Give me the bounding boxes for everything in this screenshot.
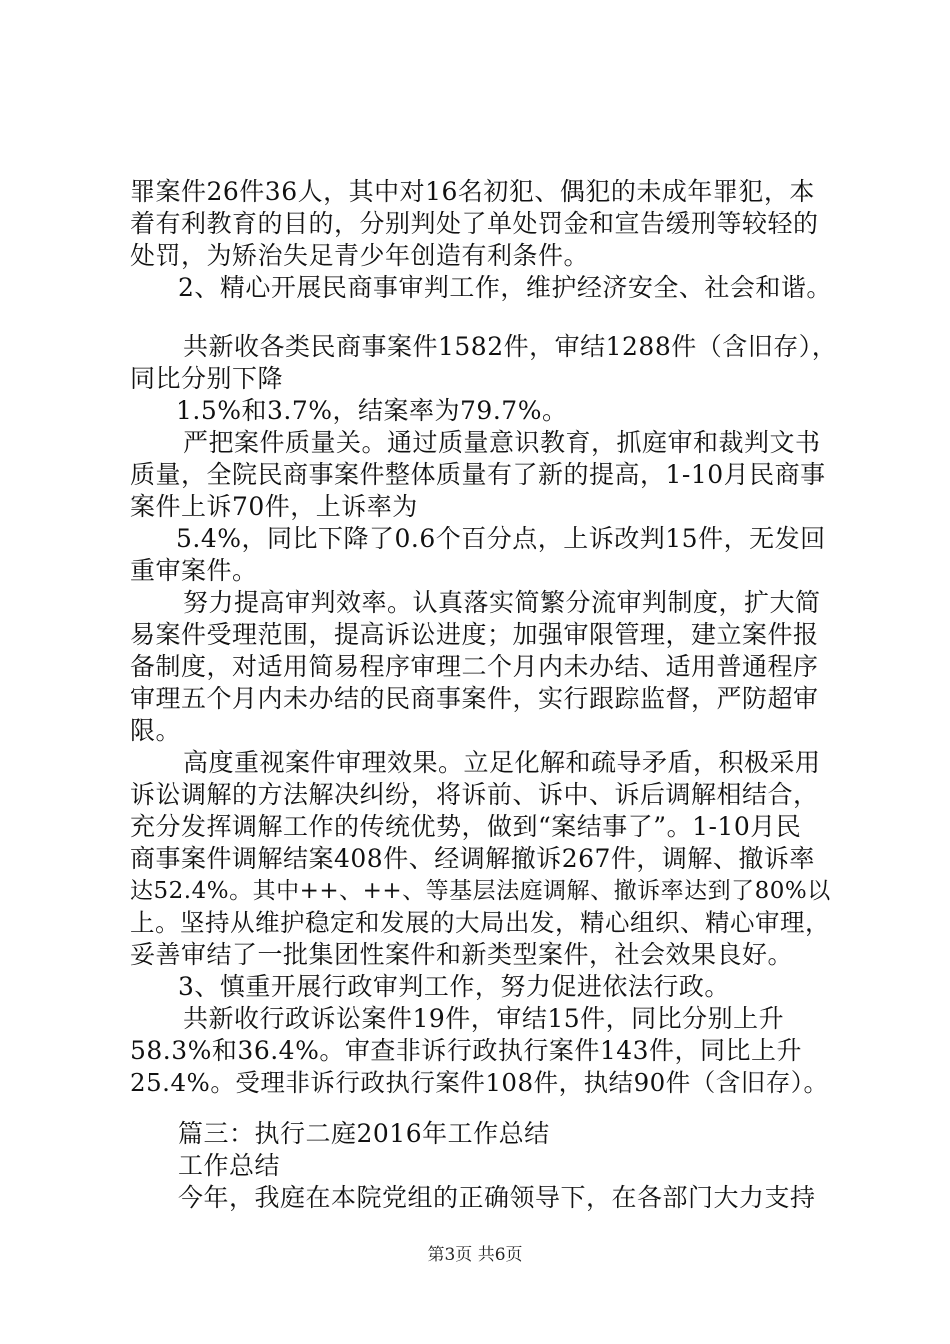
body-line: 限。 xyxy=(130,716,182,745)
body-line: 易案件受理范围，提高诉讼进度；加强审限管理，建立案件报 xyxy=(130,620,819,649)
body-line: 58.3%和36.4%。审查非诉行政执行案件143件，同比上升 xyxy=(130,1036,803,1065)
body-line: 共新收行政诉讼案件19件，审结15件，同比分别上升 xyxy=(183,1004,785,1033)
body-line: 高度重视案件审理效果。立足化解和疏导矛盾，积极采用 xyxy=(183,748,821,777)
body-line: 努力提高审判效率。认真落实简繁分流审判制度，扩大简 xyxy=(183,588,821,617)
body-line: 25.4%。受理非诉行政执行案件108件，执结90件（含旧存）。 xyxy=(130,1068,829,1097)
body-line: 诉讼调解的方法解决纠纷，将诉前、诉中、诉后调解相结合， xyxy=(130,780,819,809)
body-line: 商事案件调解结案408件、经调解撤诉267件，调解、撤诉率 xyxy=(130,844,815,873)
body-line: 充分发挥调解工作的传统优势，做到“案结事了”。1-10月民 xyxy=(130,812,802,841)
body-line: 着有利教育的目的，分别判处了单处罚金和宣告缓刑等较轻的 xyxy=(130,209,819,238)
section-heading: 3、慎重开展行政审判工作，努力促进依法行政。 xyxy=(178,972,730,1001)
body-line: 备制度，对适用简易程序审理二个月内未办结、适用普通程序 xyxy=(130,652,819,681)
body-line: 严把案件质量关。通过质量意识教育，抓庭审和裁判文书 xyxy=(183,428,821,457)
body-line: 质量，全院民商事案件整体质量有了新的提高，1-10月民商事 xyxy=(130,460,826,489)
chapter-title: 篇三：执行二庭2016年工作总结 xyxy=(178,1119,550,1148)
body-line: 案件上诉70件，上诉率为 xyxy=(130,492,418,521)
section-heading: 2、精心开展民商事审判工作，维护经济安全、社会和谐。 xyxy=(178,273,832,302)
body-line: 上。坚持从维护稳定和发展的大局出发，精心组织、精心审理， xyxy=(130,908,830,937)
body-line: 同比分别下降 xyxy=(130,364,284,393)
body-line: 达52.4%。其中++、++、等基层法庭调解、撤诉率达到了80%以 xyxy=(130,878,831,904)
body-line: 1.5%和3.7%，结案率为79.7%。 xyxy=(176,396,568,425)
body-line: 审理五个月内未办结的民商事案件，实行跟踪监督，严防超审 xyxy=(130,684,819,713)
body-line: 罪案件26件36人，其中对16名初犯、偶犯的未成年罪犯，本 xyxy=(130,177,815,206)
subtitle: 工作总结 xyxy=(178,1151,281,1180)
body-line: 共新收各类民商事案件1582件，审结1288件（含旧存）， xyxy=(183,332,838,361)
body-line: 重审案件。 xyxy=(130,556,258,585)
body-line: 处罚，为矫治失足青少年创造有利条件。 xyxy=(130,241,590,270)
body-line: 5.4%，同比下降了0.6个百分点，上诉改判15件，无发回 xyxy=(176,524,826,553)
body-line: 今年，我庭在本院党组的正确领导下，在各部门大力支持 xyxy=(178,1183,816,1212)
body-line: 妥善审结了一批集团性案件和新类型案件，社会效果良好。 xyxy=(130,940,794,969)
page-footer: 第3页 共6页 xyxy=(427,1245,523,1265)
